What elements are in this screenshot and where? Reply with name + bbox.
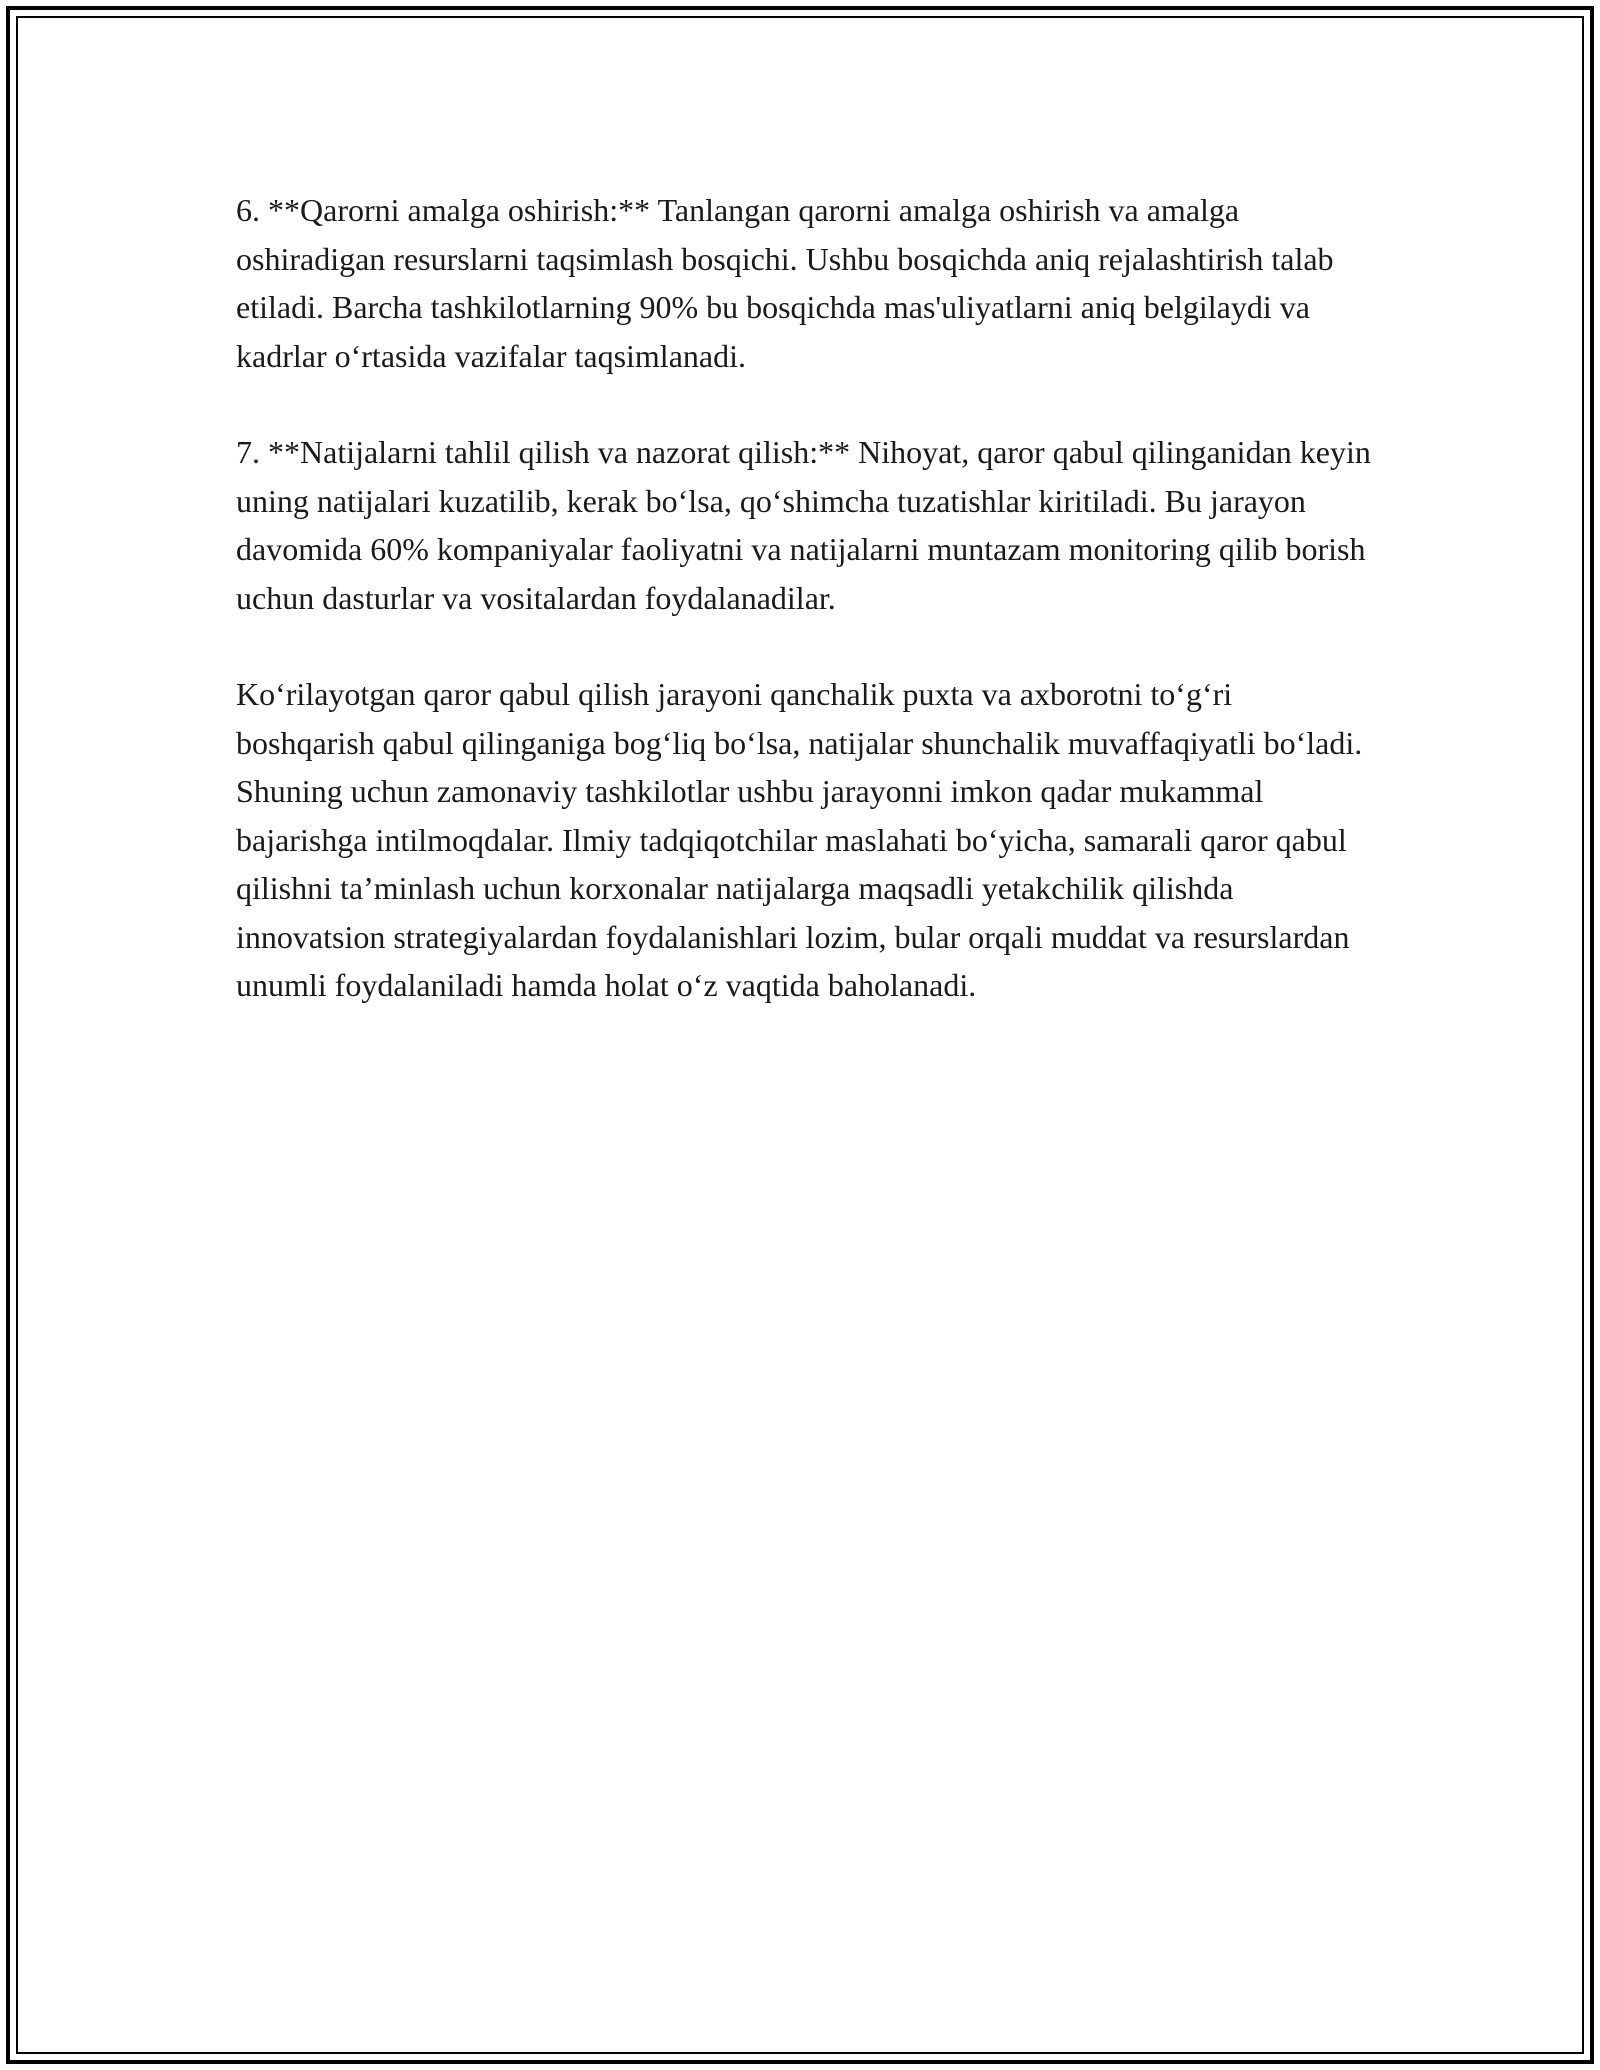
paragraph-step-6: 6. **Qarorni amalga oshirish:** Tanlangan qarorni amalga oshirish va amalga oshiradigan resurslarni taqsimlash bosqichi. Ushbu bosqichda aniq rejalashtirish talab etiladi. Barcha tashkilotlarning 90% bu bosqichda mas'uliyatlarni aniq belgilaydi va kadrlar o‘rtasida vazifalar taqsimlanadi. <box>236 192 1334 374</box>
paragraph-conclusion: Ko‘rilayotgan qaror qabul qilish jarayoni qanchalik puxta va axborotni to‘g‘ri boshqarish qabul qilinganiga bog‘liq bo‘lsa, natijalar shunchalik muvaffaqiyatli bo‘ladi. Shuning uchun zamonaviy tashkilotlar ushbu jarayonni imkon qadar mukammal bajarishga intilmoqdalar. Ilmiy tadqiqotchilar maslahati bo‘yicha, samarali qaror qabul qilishni ta’minlash uchun korxonalar natijalarga maqsadli yetakchilik qilishda innovatsion strategiyalardan foydalanishlari lozim, bular orqali muddat va resurslardan unumli foydalaniladi hamda holat o‘z vaqtida baholanadi. <box>236 676 1363 1003</box>
document-body <box>236 186 1376 1058</box>
paragraph-step-7: 7. **Natijalarni tahlil qilish va nazorat qilish:** Nihoyat, qaror qabul qilinganidan keyin uning natijalari kuzatilib, kerak bo‘lsa, qo‘shimcha tuzatishlar kiritiladi. Bu jarayon davomida 60% kompaniyalar faoliyatni va natijalarni muntazam monitoring qilib borish uchun dasturlar va vositalardan foydalanadilar. <box>236 434 1371 616</box>
